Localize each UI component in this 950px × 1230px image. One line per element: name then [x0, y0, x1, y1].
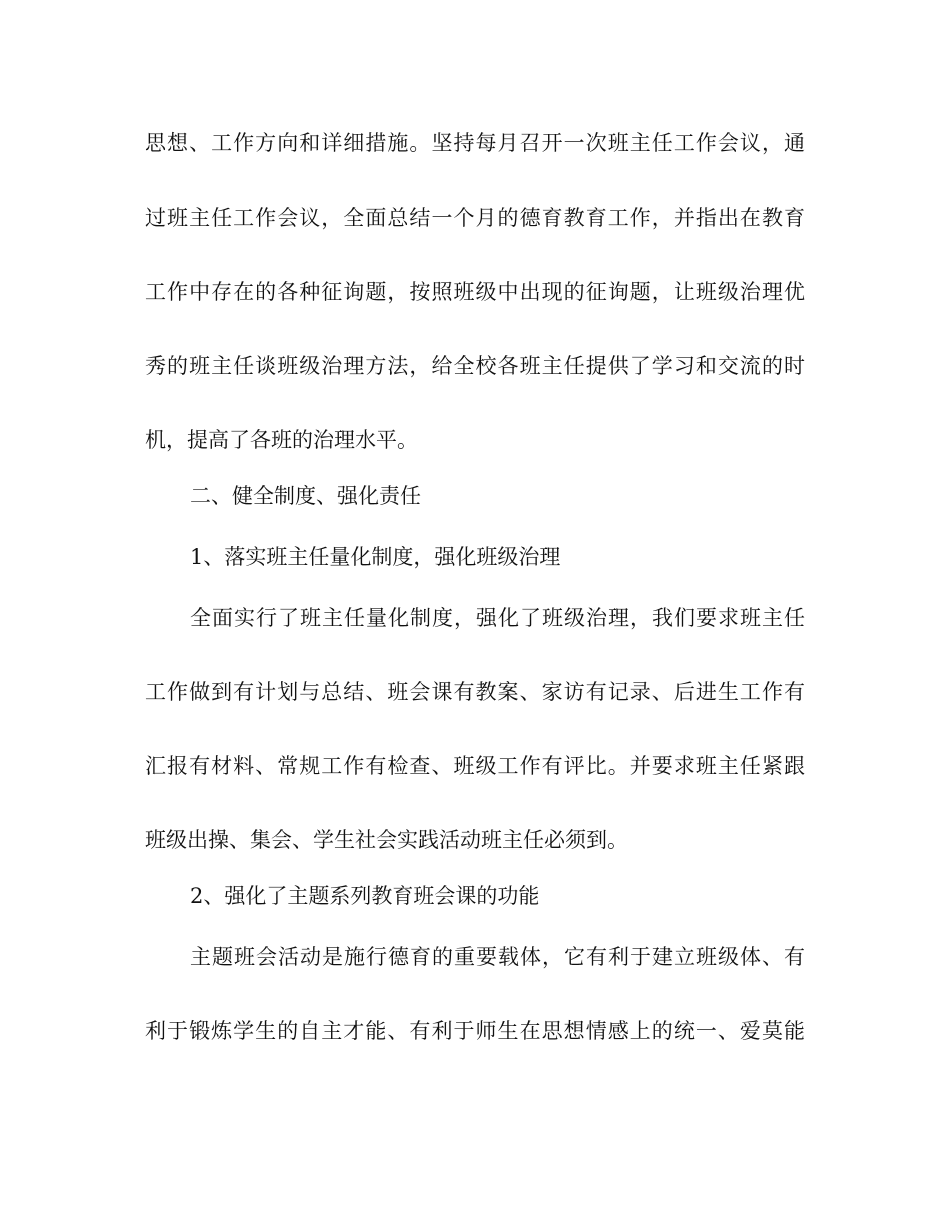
body-text-line: 机，提高了各班的治理水平。: [145, 428, 418, 452]
body-text-line: 汇报有材料、常规工作有检查、班级工作有评比。并要求班主任紧跟: [145, 754, 805, 778]
body-text-line: 工作中存在的各种征询题，按照班级中出现的征询题，让班级治理优: [145, 280, 805, 304]
subsection-heading: 1、落实班主任量化制度，强化班级治理: [190, 545, 561, 569]
body-text-line: 秀的班主任谈班级治理方法，给全校各班主任提供了学习和交流的时: [145, 354, 805, 378]
body-text-line: 过班主任工作会议，全面总结一个月的德育教育工作，并指出在教育: [145, 206, 805, 230]
paragraph-first-line: 全面实行了班主任量化制度，强化了班级治理，我们要求班主任: [190, 606, 805, 630]
paragraph-first-line: 主题班会活动是施行德育的重要载体，它有利于建立班级体、有: [190, 945, 805, 969]
body-text-line: 利于锻炼学生的自主才能、有利于师生在思想情感上的统一、爱莫能: [145, 1019, 805, 1043]
body-text-line: 班级出操、集会、学生社会实践活动班主任必须到。: [145, 828, 628, 852]
subsection-heading: 2、强化了主题系列教育班会课的功能: [190, 884, 540, 908]
body-text-line: 思想、工作方向和详细措施。坚持每月召开一次班主任工作会议，通: [145, 131, 805, 155]
section-heading: 二、健全制度、强化责任: [190, 484, 421, 508]
body-text-line: 工作做到有计划与总结、班会课有教案、家访有记录、后进生工作有: [145, 680, 805, 704]
